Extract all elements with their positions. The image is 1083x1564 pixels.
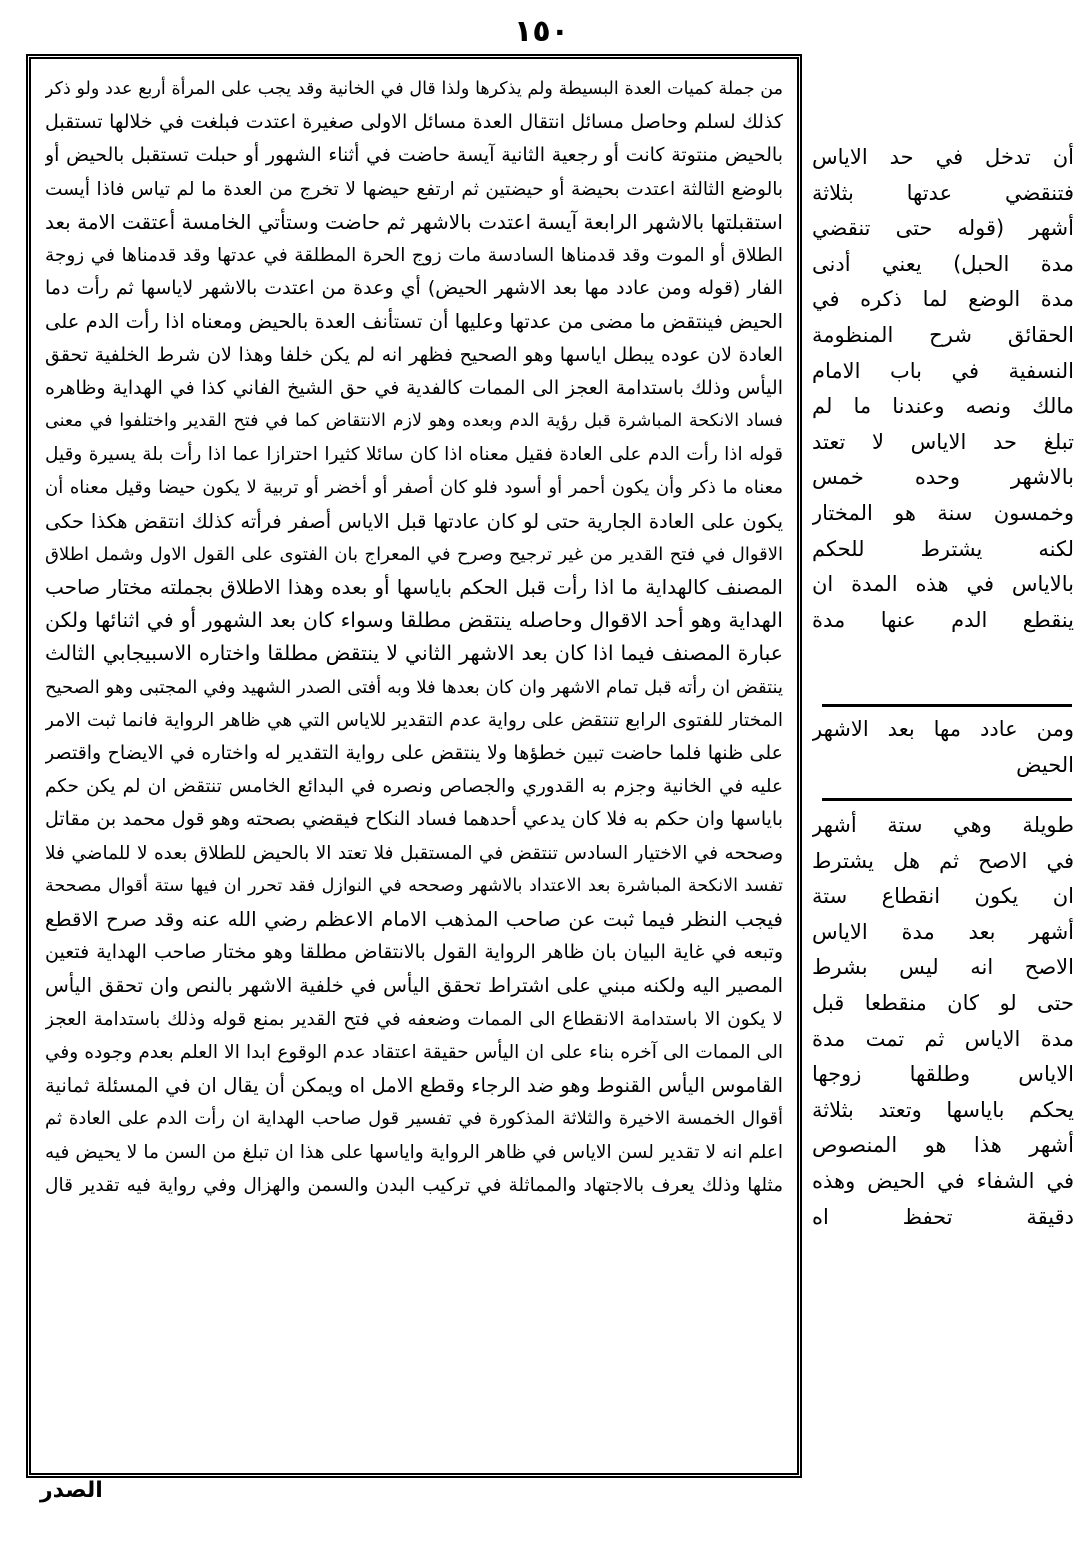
text-line: الحيض فينتقض ما مضى من عدتها وعليها أن تستأنف العدة بالحيض ومعناه اذا رأت الدم على <box>45 310 783 334</box>
text-line: مثلها وذلك يعرف بالاجتهاد والمماثلة في تركيب البدن والسمن والهزال وفي رواية فيه تقدير قال <box>45 1174 783 1196</box>
side-text-line: بالاياس في هذه المدة ان <box>812 572 1074 597</box>
side-commentary-heading <box>812 712 1074 783</box>
text-line: باياسها وان حكم به فلا كان يدعي أحدهما فساد النكاح فيقضي بصحته وهو قول محمد بن مقاتل <box>45 808 783 831</box>
text-line: المختار للفتوى الرابع تنتقض على رواية عدم التقدير للاياس التي هي ظاهر الرواية فانما ثبت الامر <box>45 709 783 731</box>
side-text-line: أشهر (قوله حتى تنقضي <box>812 216 1074 241</box>
side-text-line: فتنقضي عدتها بثلاثة <box>812 180 1074 205</box>
text-line: تفسد الانكحة المباشرة بعد الاعتداد بالاشهر وصححه في النوازل فقد تحرر ان فيها ستة أقوال مصححة <box>45 875 783 896</box>
side-text-line: طويلة وهي ستة أشهر <box>812 813 1074 837</box>
side-commentary-bottom <box>812 808 1074 1235</box>
main-text-body <box>45 73 783 1463</box>
side-text-line: حتى لو كان منقطعا قبل <box>812 990 1074 1015</box>
text-line: الطلاق أو الموت وقد قدمناها السادسة مات زوج الحرة المطلقة في عدتها وقد قدمناها في زوجة <box>45 245 783 267</box>
page-number: ١٥٠ <box>514 14 569 49</box>
side-heading-line: ومن عادد مها بعد الاشهر <box>812 717 1074 741</box>
text-line: يكون على العادة الجارية حتى لو كان عادتها قبل الاياس أصفر فرأته كذلك انتقض هكذا حكى <box>45 509 783 533</box>
text-line: بالحيض منتوتة كانت أو رجعية الثانية آيسة حاضت في أثناء الشهور أو حبلت تستقبل بالحيض أو <box>45 144 783 167</box>
side-text-line: مدة الاياس ثم تمت مدة <box>812 1026 1074 1051</box>
text-line: الاقوال في فتح القدير من غير ترجيح وصرح في المعراج بان الفتوى على القول الاول وشمل اطلاق <box>45 543 783 565</box>
side-divider-1 <box>822 704 1072 707</box>
side-text-line: بالاشهر وحده خمس <box>812 465 1074 490</box>
side-text-line: وخمسون سنة هو المختار <box>812 500 1074 525</box>
text-line: من جملة كميات العدة البسيطة ولم يذكرها ولذا قال في الخانية وقد يجب على المرأة أربع عدد ولو ذكر <box>45 79 783 99</box>
text-line: اليأس وذلك باستدامة العجز الى الممات كالفدية في حق الشيخ الفاني كذا في الهداية وظاهره <box>45 376 783 399</box>
text-line: عليه في الخانية وجزم به القدوري والجصاص ونصره في البدائع الخامس تنتقض ان لم يكن حكم <box>45 776 783 798</box>
text-line: عبارة المصنف فيما اذا كان بعد الاشهر الثاني لا ينتقض مطلقا واختاره الاسبيجابي الثالث <box>45 641 783 666</box>
text-line: العادة لان عوده يبطل اياسها وهو الصحيح فظهر انه لم يكن خلفا وهذا لان شرط الخلفية تحقق <box>45 343 783 366</box>
text-line: اعلم انه لا تقدير لسن الاياس في ظاهر الرواية واياسها على هذا ان تبلغ من السن ما لا يحيض فيه <box>45 1141 783 1163</box>
side-text-line: مدة الحبل) يعني أدنى <box>812 251 1074 276</box>
side-commentary-top <box>812 140 1074 638</box>
text-line: الى الممات الى آخره بناء على ان اليأس حقيقة اعتقاد عدم الوقوع ابدا الا العلم بعدم وجوده وفي <box>45 1041 783 1063</box>
text-line: ينتقض ان رأته قبل تمام الاشهر وان كان بعدها فلا وبه أفتى الصدر الشهيد وفي المجتبى وهو الصحيح <box>45 676 783 698</box>
text-line: الفار (قوله ومن عادد مها بعد الاشهر الحيض) أي وعدة من اعتدت بالاشهر لاياسها ثم رأت دما <box>45 277 783 300</box>
text-line: أقوال الخمسة الاخيرة والثلاثة المذكورة في تفسير قول صاحب الهداية ان رأت الدم على العادة ثم <box>45 1108 783 1130</box>
text-line: فساد الانكحة المباشرة قبل رؤية الدم وبعده وهو لازم الانتقاض كما في فتح القدير واختلفوا في معنى <box>45 411 783 432</box>
text-line: الهداية وهو أحد الاقوال وحاصله ينتقض مطلقا وسواء كان بعد الشهور أو في اثنائها ولكن <box>45 608 783 633</box>
side-text-line: تبلغ حد الاياس لا تعتد <box>812 429 1074 454</box>
text-line: قوله اذا رأت الدم على العادة فقيل معناه اذا كان سائلا كثيرا احترازا عما اذا رأت بلة يسيرة وقيل <box>45 444 783 466</box>
text-line: كذلك لسلم وحاصل مسائل انتقال العدة مسائل الاولى صغيرة اعتدت فبلغت في خلالها تستقبل <box>45 111 783 134</box>
side-text-line: الاصح انه ليس بشرط <box>812 955 1074 980</box>
side-text-line: دقيقة تحفظ اه <box>812 1204 1074 1229</box>
side-divider-2 <box>822 798 1072 801</box>
text-line: بالوضع الثالثة اعتدت بحيضة أو حيضتين ثم ارتفع حيضها لا تخرج من العدة ما لم تياس فاذا أيست <box>45 178 783 200</box>
text-line: القاموس اليأس القنوط وهو ضد الرجاء وقطع الامل اه ويمكن أن يقال ان في المسئلة ثمانية <box>45 1074 783 1098</box>
side-text-line: ان يكون انقطاع ستة <box>812 884 1074 909</box>
side-text-line: مالك ونصه وعندنا ما لم <box>812 394 1074 419</box>
side-text-line: مدة الوضع لما ذكره في <box>812 287 1074 312</box>
text-line: استقبلتها بالاشهر الرابعة آيسة اعتدت بالاشهر ثم حاضت وستأتي الخامسة أعتقت الامة بعد <box>45 209 783 234</box>
main-text-frame <box>26 54 802 1478</box>
side-text-line: يحكم باياسها وتعتد بثلاثة <box>812 1097 1074 1122</box>
side-text-line: الحقائق شرح المنظومة <box>812 322 1074 347</box>
text-line: لا يكون الا باستدامة الانقطاع الى الممات وضعفه في فتح القدير بمنع قوله وذلك باستدامة العجز <box>45 1008 783 1030</box>
text-line: وتبعه في غاية البيان بان ظاهر الرواية القول بالانتقاض مطلقا وهو مختار صاحب الهداية فتعين <box>45 941 783 964</box>
side-text-line: الاياس وطلقها زوجها <box>812 1062 1074 1087</box>
side-text-line: ينقطع الدم عنها مدة <box>812 607 1074 632</box>
side-text-line: النسفية في باب الامام <box>812 358 1074 383</box>
text-line: المصنف كالهداية ما اذا رأت قبل الحكم باياسها أو بعده وهذا الاطلاق بجملته مختار صاحب <box>45 575 783 600</box>
side-text-line: أشهر هذا هو المنصوص <box>812 1133 1074 1158</box>
side-text-line: لكنه يشترط للحكم <box>812 536 1074 561</box>
catchword: الصدر <box>40 1478 103 1503</box>
side-text-line: في الشفاء في الحيض وهذه <box>812 1168 1074 1193</box>
text-line: معناه ما ذكر وأن يكون أحمر أو أسود فلو كان أصفر أو أخضر أو تربية لا يكون حيضا وقيل معناه أن <box>45 477 783 499</box>
text-line: على ظنها فلما حاضت تبين خطؤها ولا ينتقض على رواية التقدير له واختاره في الايضاح واقتصر <box>45 742 783 765</box>
text-line: المصير اليه ولكنه مبني على اشتراط تحقق اليأس في خلفية الاشهر بالنص وان تحقق اليأس <box>45 974 783 998</box>
side-text-line: في الاصح ثم هل يشترط <box>812 848 1074 873</box>
side-text-line: أن تدخل في حد الاياس <box>812 145 1074 169</box>
side-text-line: أشهر بعد مدة الاياس <box>812 919 1074 944</box>
side-heading-line: الحيض <box>1016 752 1074 777</box>
text-line: فيجب النظر فيما ثبت عن صاحب المذهب الامام الاعظم رضي الله عنه وقد صرح الاقطع <box>45 907 783 932</box>
text-line: وصححه في الاختيار السادس تنتقض في المستقبل فلا تعتد الا بالحيض للطلاق بعده لا للماضي فلا <box>45 842 783 864</box>
